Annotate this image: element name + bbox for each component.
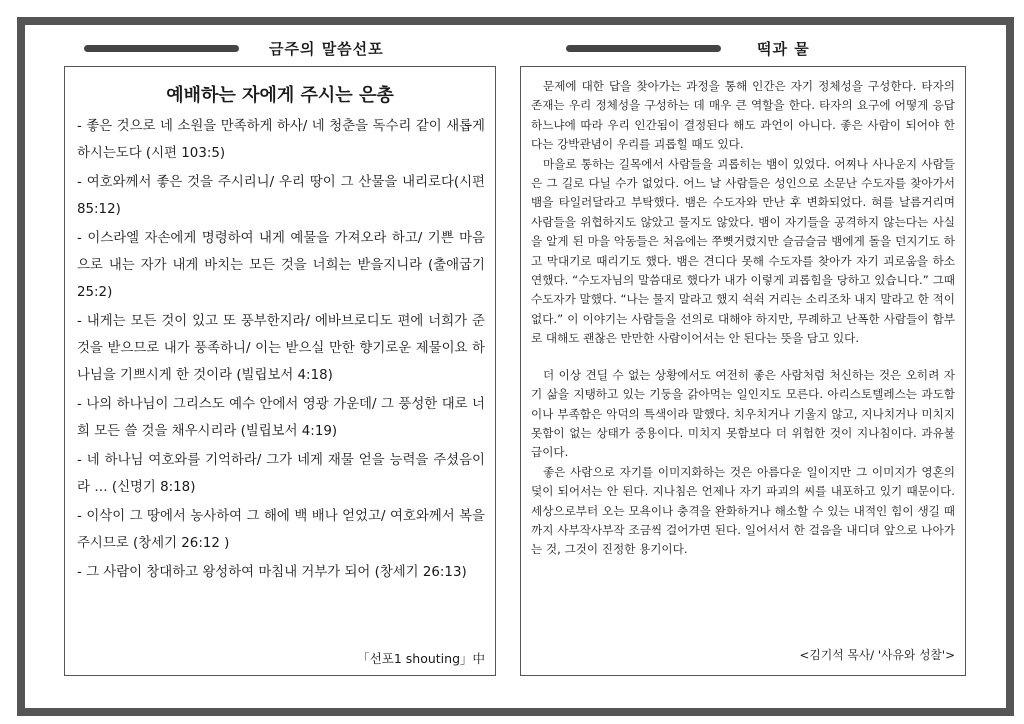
verse-item: - 내게는 모든 것이 있고 또 풍부한지라/ 에바브로디도 편에 너희가 준 것을 받으므로 내가 풍족하니/ 이는 받으실 만한 향기로운 제물이요 하나님을 기쁘시게 한 것이라 (빌립보서 4:18): [77, 314, 485, 383]
sermon-source: 「선포1 shouting」中: [357, 651, 485, 666]
right-header-bar: [566, 45, 721, 52]
essay-paragraph: 마을로 통하는 길목에서 사람들을 괴롭히는 뱀이 있었다. 어찌나 사나운지 사람들은 그 길로 다닐 수가 없었다. 어느 날 사람들은 성인으로 소문난 수도자를 찾아가서 뱀을 타일러달라고 부탁했다. 뱀은 수도자와 만난 후 변화되었다. 혀를 날름거리며 사람들을 위협하지도 않았고 물지도 않았다. 뱀이 자기들을 공격하지 않는다는 사실을 알게 된 마을 악동들은 처음에는 쭈뼛거렸지만 슬금슬금 뱀에게 돌을 던지기도 하고 막대기로 때리기도 했다. 뱀은 견디다 못해 수도자를 찾아가 자기 괴로움을 하소연했다. “수도자님의 말씀대로 했다가 내가 이렇게 괴롭힘을 당하고 있습니다.” 그때 수도자가 말했다. “나는 물지 말라고 했지 쉭쉭 거리는 소리조차 내지 말라고 한 적이 없다.” 이 이야기는 사람들을 선의로 대해야 하지만, 무례하고 난폭한 사람들이 함부로 대해도 괜찮은 만만한 사람이어서는 안 된다는 뜻을 담고 있다.: [531, 156, 955, 346]
right-header-title: 떡과 물: [757, 40, 810, 58]
essay-body: [521, 67, 965, 560]
essay-paragraph: 더 이상 견딜 수 없는 상황에서도 여전히 좋은 사람처럼 처신하는 것은 오히려 자기 삶을 지탱하고 있는 기둥을 갉아먹는 일인지도 모른다. 아리스토텔레스는 과도함이나 부족함은 악덕의 특색이라 말했다. 치우치거나 기울지 않고, 지나치거나 미치지 못함이 없는 상태가 중용이다. 미치지 못함보다 더 위험한 것이 지나침이다. 과유불급이다.: [531, 367, 955, 460]
essay-box: [520, 66, 966, 676]
verse-item: - 나의 하나님이 그리스도 예수 안에서 영광 가운데/ 그 풍성한 대로 너희 모든 쓸 것을 채우시리라 (빌립보서 4:19): [77, 397, 485, 439]
essay-paragraph: 좋은 사람으로 자기를 이미지화하는 것은 아름다운 일이지만 그 이미지가 영혼의 덫이 되어서는 안 된다. 지나침은 언제나 자기 파괴의 씨를 내포하고 있기 때문이다. 세상으로부터 오는 모욕이나 충격을 완화하거나 해소할 수 있는 내적인 힘이 생길 때까지 사부작사부작 조금씩 걸어가면 된다. 일어서서 한 걸음을 내디뎌 앞으로 나아가는 것, 그것이 진정한 용기이다.: [531, 464, 955, 557]
verse-item: - 그 사람이 창대하고 왕성하여 마침내 거부가 되어 (창세기 26:13): [77, 565, 467, 580]
verse-item: - 여호와께서 좋은 것을 주시리니/ 우리 땅이 그 산물을 내리로다(시편 85:12): [77, 175, 485, 217]
paragraph-gap: [531, 349, 955, 366]
essay-paragraph: 문제에 대한 답을 찾아가는 과정을 통해 인간은 자기 정체성을 구성한다. 타자의 존재는 우리 정체성을 구성하는 데 매우 큰 역할을 한다. 타자의 요구에 어떻게 응답하느냐에 따라 우리 인간됨이 결정된다 해도 과언이 아니다. 좋은 사람이 되어야 한다는 강박관념이 우리를 괴롭힐 때도 있다.: [531, 79, 955, 152]
sermon-title: 예배하는 자에게 주시는 은총: [166, 85, 394, 106]
verse-item: - 이스라엘 자손에게 명령하여 내게 예물을 가져오라 하고/ 기쁜 마음으로 내는 자가 내게 바치는 모든 것을 너희는 받을지니라 (출애굽기 25:2): [77, 231, 485, 300]
sermon-box: [64, 66, 496, 676]
verse-item: - 이삭이 그 땅에서 농사하여 그 해에 백 배나 얻었고/ 여호와께서 복을 주시므로 (창세기 26:12 ): [77, 509, 485, 551]
left-header-bar: [84, 45, 239, 52]
left-header: [84, 38, 384, 59]
left-header-title: 금주의 말씀선포: [269, 40, 384, 58]
verse-item: - 좋은 것으로 네 소원을 만족하게 하사/ 네 청춘을 독수리 같이 새롭게 하시는도다 (시편 103:5): [77, 119, 485, 161]
verse-list: [65, 113, 495, 586]
essay-source: <김기석 목사/ '사유와 성찰'>: [799, 648, 955, 662]
right-header: [566, 38, 810, 59]
verse-item: - 네 하나님 여호와를 기억하라/ 그가 네게 재물 얻을 능력을 주셨음이라 … (신명기 8:18): [77, 453, 485, 495]
